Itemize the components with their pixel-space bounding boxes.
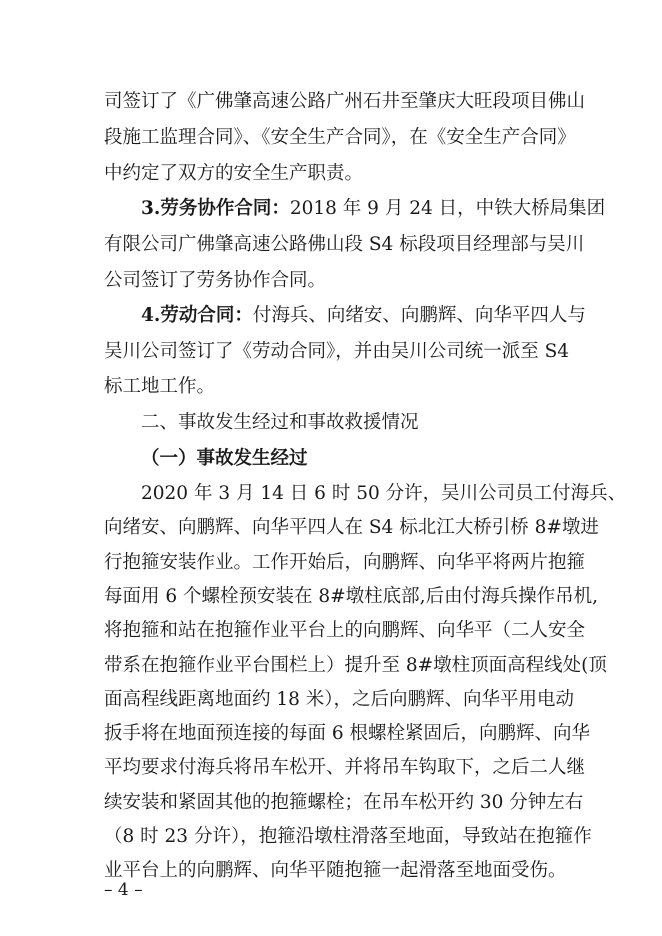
section-item-4: [141, 298, 586, 334]
text-line: 公司签订了劳务协作合同。: [104, 270, 327, 291]
text-line: 业平台上的向鹏辉、向华平随抱箍一起滑落至地面受伤。: [104, 860, 567, 882]
text-line: 将抱箍和站在抱箍作业平台上的向鹏辉、向华平（二人安全: [104, 620, 586, 642]
item-4-text: 付海兵、向绪安、向鹏辉、向华平四人与: [252, 305, 586, 326]
item-4-title: 4.劳动合同：: [141, 305, 253, 326]
text-line: 带系在抱箍作业平台围栏上）提升至 8#墩柱顶面高程线处(顶: [104, 654, 607, 676]
text-line: 司签订了《广佛肇高速公路广州石井至肇庆大旺段项目佛山: [104, 91, 586, 112]
item-3-text: 2018 年 9 月 24 日，中铁大桥局集团: [289, 198, 606, 219]
text-line: 扳手将在地面预连接的每面 6 根螺栓紧固后，向鹏辉、向华: [104, 723, 591, 745]
page-number: – 4 –: [104, 880, 143, 900]
text-line: 续安装和紧固其他的抱箍螺栓；在吊车松开约 30 分钟左右: [104, 791, 584, 813]
text-line: 面高程线距离地面约 18 米），之后向鹏辉、向华平用电动: [104, 688, 575, 710]
text-line: 段施工监理合同》、《安全生产合同》，在《安全生产合同》: [104, 127, 576, 148]
text-line: 标工地工作。: [104, 376, 216, 397]
text-line: 有限公司广佛肇高速公路佛山段 S4 标段项目经理部与吴川: [104, 234, 585, 255]
text-line: 中约定了双方的安全生产职责。: [104, 163, 364, 184]
section-heading: 二、事故发生经过和事故救援情况: [141, 412, 419, 433]
section-item-3: [141, 191, 606, 227]
text-line: 行抱箍安装作业。工作开始后，向鹏辉、向华平将两片抱箍: [104, 551, 586, 573]
text-line: （8 时 23 分许），抱箍沿墩柱滑落至地面，导致站在抱箍作: [104, 826, 592, 847]
text-line: 吴川公司签订了《劳动合同》，并由吴川公司统一派至 S4: [104, 341, 570, 362]
text-line: 每面用 6 个螺栓预安装在 8#墩柱底部,后由付海兵操作吊机,: [104, 585, 598, 607]
text-line: 2020 年 3 月 14 日 6 时 50 分许，吴川公司员工付海兵、: [141, 483, 627, 504]
item-3-title: 3.劳务协作合同：: [141, 198, 290, 219]
subsection-heading: （一）事故发生经过: [141, 448, 308, 469]
text-line: 向绪安、向鹏辉、向华平四人在 S4 标北江大桥引桥 8#墩进: [104, 517, 599, 539]
text-line: 平均要求付海兵将吊车松开、并将吊车钩取下，之后二人继: [104, 757, 586, 779]
